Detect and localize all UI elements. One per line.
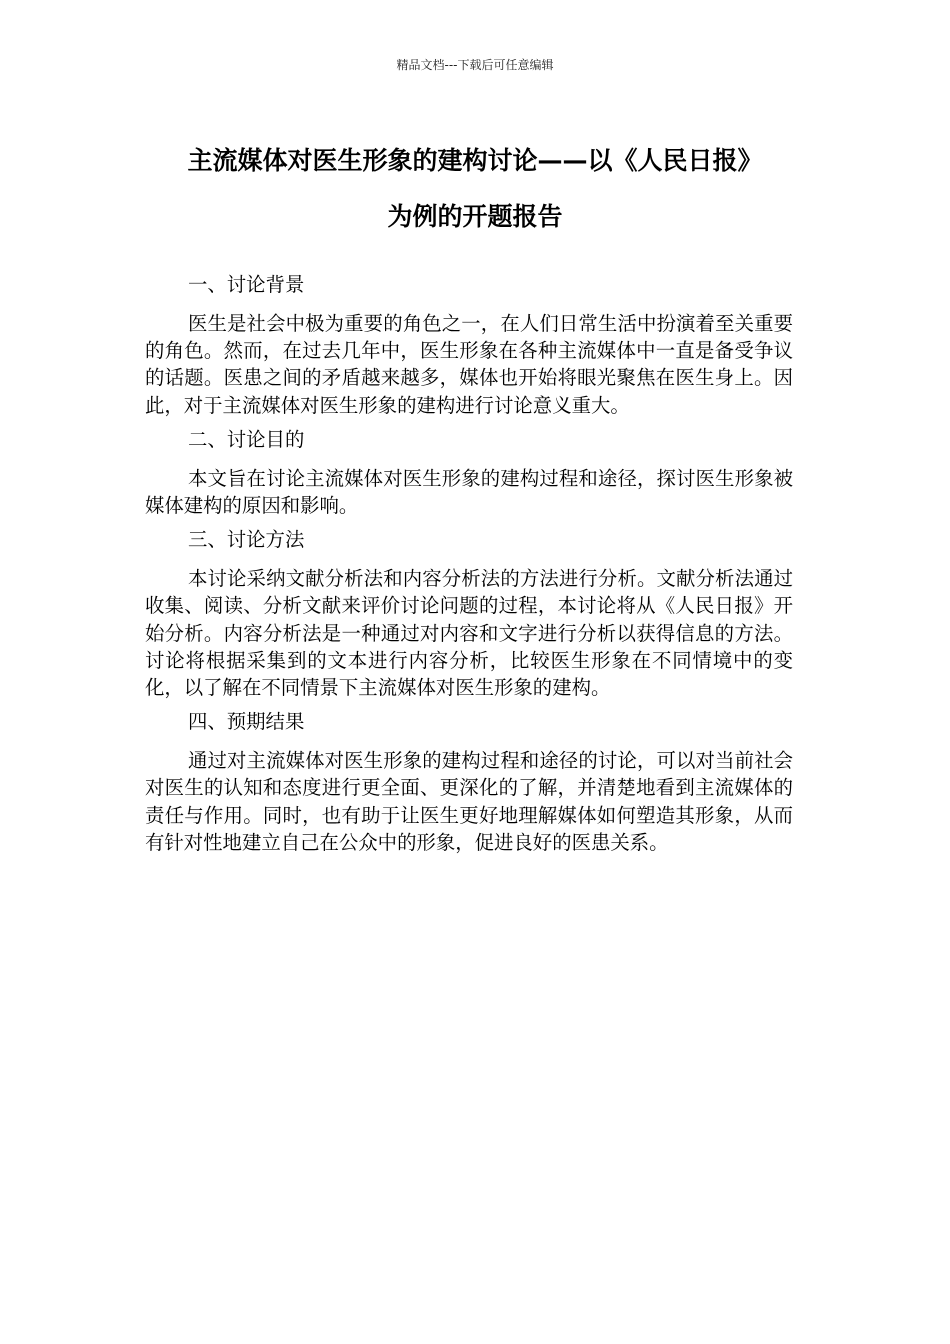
section-paragraph-purpose: 本文旨在讨论主流媒体对医生形象的建构过程和途径，探讨医生形象被媒体建构的原因和影响。	[145, 466, 793, 518]
document-body	[145, 268, 793, 860]
title-line-1: 主流媒体对医生形象的建构讨论——以《人民日报》	[187, 146, 763, 175]
page-header: 精品文档---下载后可任意编辑	[396, 58, 554, 72]
title-line-2: 为例的开题报告	[387, 202, 563, 231]
section-paragraph-background: 医生是社会中极为重要的角色之一，在人们日常生活中扮演着至关重要的角色。然而，在过去几年中，医生形象在各种主流媒体中一直是备受争议的话题。医患之间的矛盾越来越多，媒体也开始将眼光聚焦在医生身上。因此，对于主流媒体对医生形象的建构进行讨论意义重大。	[145, 312, 793, 417]
section-heading-expected-results: 四、预期结果	[188, 710, 305, 734]
section-paragraph-expected-results: 通过对主流媒体对医生形象的建构过程和途径的讨论，可以对当前社会对医生的认知和态度进行更全面、更深化的了解，并清楚地看到主流媒体的责任与作用。同时，也有助于让医生更好地理解媒体如何塑造其形象，从而有针对性地建立自己在公众中的形象，促进良好的医患关系。	[145, 749, 793, 854]
section-heading-method: 三、讨论方法	[188, 528, 305, 552]
section-paragraph-method: 本讨论采纳文献分析法和内容分析法的方法进行分析。文献分析法通过收集、阅读、分析文献来评价讨论问题的过程，本讨论将从《人民日报》开始分析。内容分析法是一种通过对内容和文字进行分析以获得信息的方法。讨论将根据采集到的文本进行内容分析，比较医生形象在不同情境中的变化，以了解在不同情景下主流媒体对医生形象的建构。	[145, 567, 793, 700]
document-title	[140, 133, 810, 245]
section-heading-purpose: 二、讨论目的	[188, 427, 305, 451]
section-heading-background: 一、讨论背景	[188, 273, 305, 296]
